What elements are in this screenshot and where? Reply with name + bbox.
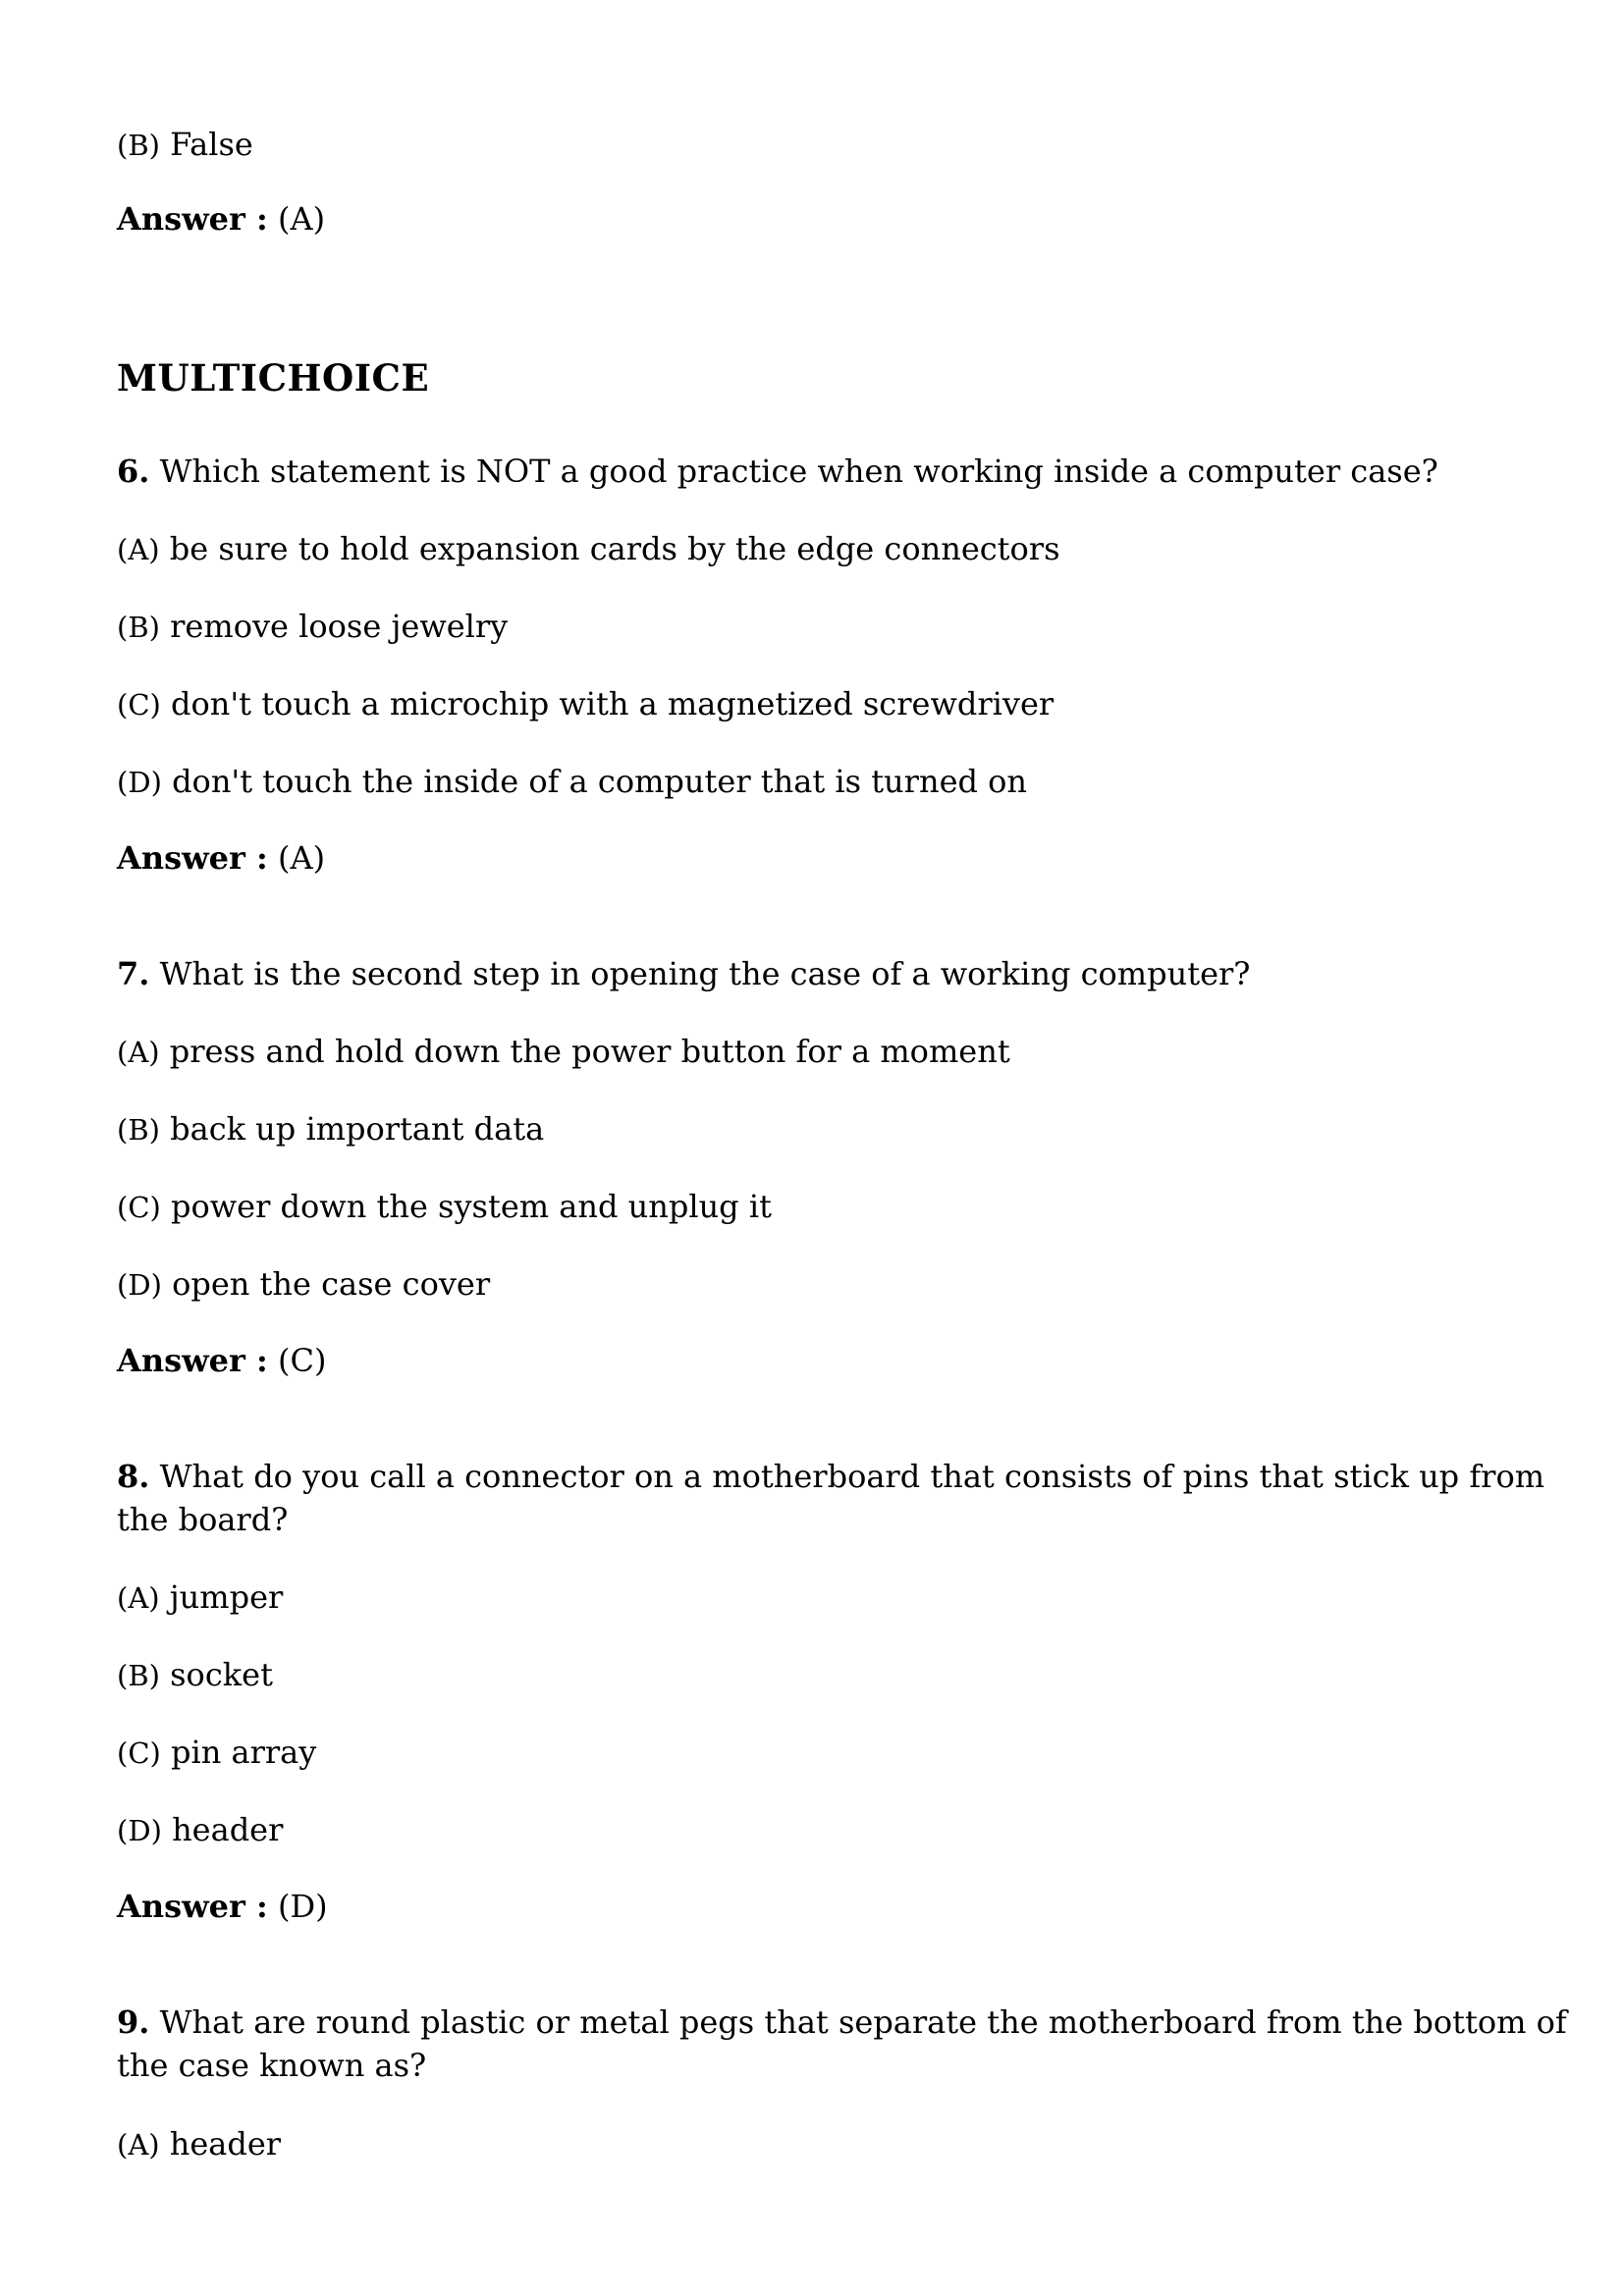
option-label: (D) [117, 1814, 162, 1847]
q9-option-a [117, 2122, 281, 2166]
option-text: socket [170, 1656, 273, 1693]
option-label: (B) [117, 129, 160, 162]
option-label: (A) [117, 533, 160, 566]
q6-option-d [117, 760, 1027, 804]
q8-answer [117, 1885, 328, 1928]
answer-label: Answer : [117, 839, 268, 877]
prev-answer [117, 197, 325, 240]
option-text: header [169, 2125, 282, 2163]
option-text: don't touch a microchip with a magnetized screwdriver [171, 685, 1055, 722]
option-text: header [172, 1811, 284, 1848]
question-text: the board? [117, 1501, 289, 1538]
option-text: don't touch the inside of a computer that is turned on [172, 763, 1028, 800]
question-9-continued [117, 2044, 426, 2087]
option-text: jumper [169, 1578, 284, 1616]
option-text: False [170, 126, 253, 163]
q7-option-b [117, 1107, 544, 1151]
q6-option-b [117, 605, 508, 649]
q8-option-c [117, 1731, 316, 1775]
option-label: (B) [117, 1659, 160, 1692]
option-text: press and hold down the power button for a moment [169, 1033, 1010, 1070]
q7-option-d [117, 1262, 490, 1307]
q6-option-a [117, 527, 1060, 571]
q8-option-d [117, 1808, 283, 1852]
answer-value: (A) [278, 200, 326, 238]
q7-answer [117, 1339, 326, 1382]
question-text: the case known as? [117, 2047, 427, 2084]
option-label: (D) [117, 766, 162, 799]
answer-label: Answer : [117, 1342, 268, 1379]
option-label: (D) [117, 1268, 162, 1302]
option-label: (A) [117, 1581, 160, 1615]
answer-value: (D) [278, 1888, 328, 1925]
question-number: 6. [117, 453, 150, 490]
question-6 [117, 450, 1438, 493]
option-label: (C) [117, 688, 161, 721]
answer-value: (C) [278, 1342, 327, 1379]
q8-option-a [117, 1575, 283, 1620]
question-text: Which statement is NOT a good practice when working inside a computer case? [159, 453, 1438, 490]
option-text: remove loose jewelry [170, 608, 509, 645]
option-text: be sure to hold expansion cards by the edge connectors [169, 530, 1060, 567]
option-text: pin array [171, 1734, 317, 1771]
section-title: MULTICHOICE [117, 356, 430, 400]
question-9 [117, 2001, 1567, 2044]
option-label: (A) [117, 1036, 160, 1069]
q7-option-a [117, 1030, 1010, 1074]
question-7 [117, 952, 1250, 995]
option-label: (C) [117, 1736, 161, 1770]
answer-label: Answer : [117, 200, 268, 238]
option-text: back up important data [170, 1110, 545, 1148]
q6-option-c [117, 682, 1054, 726]
question-text: What is the second step in opening the case of a working computer? [159, 955, 1251, 992]
q7-option-c [117, 1185, 772, 1229]
answer-value: (A) [278, 839, 326, 877]
option-text: power down the system and unplug it [171, 1188, 772, 1225]
prev-option-b [117, 123, 253, 167]
q8-option-b [117, 1653, 273, 1697]
option-label: (C) [117, 1191, 161, 1224]
option-label: (B) [117, 611, 160, 644]
option-label: (A) [117, 2128, 160, 2162]
question-text: What do you call a connector on a motherboard that consists of pins that stick up from [159, 1458, 1545, 1495]
q6-answer [117, 836, 325, 880]
question-8 [117, 1455, 1544, 1498]
option-label: (B) [117, 1113, 160, 1147]
question-8-continued [117, 1498, 288, 1541]
question-number: 9. [117, 2003, 150, 2041]
question-number: 8. [117, 1458, 150, 1495]
question-number: 7. [117, 955, 150, 992]
question-text: What are round plastic or metal pegs that separate the motherboard from the bottom of [159, 2003, 1567, 2041]
answer-label: Answer : [117, 1888, 268, 1925]
option-text: open the case cover [172, 1265, 491, 1303]
